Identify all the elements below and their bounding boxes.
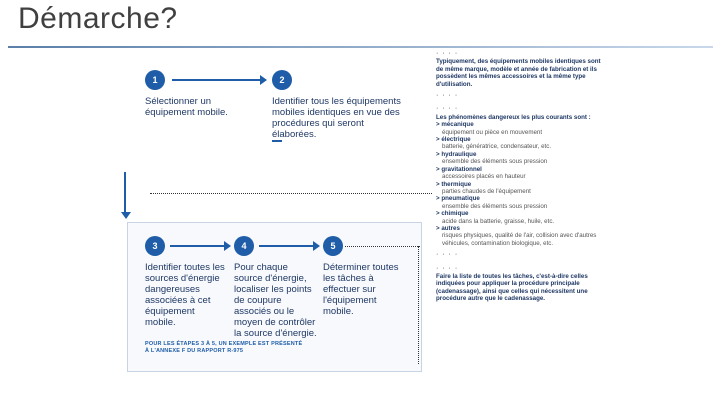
hazard-item: > mécanique équipement ou pièce en mouvement (436, 121, 543, 136)
hazard-item: > autres risques physiques, qualité de l'air, collision avec d'autres véhicules, contamination biologique, etc. (436, 224, 597, 247)
note-2 (436, 114, 606, 247)
footnote (145, 341, 405, 355)
hazard-item: > thermique parties chaudes de l'équipement (436, 180, 531, 195)
arrow-4-5 (259, 245, 313, 247)
step-5-text: Déterminer toutes les tâches à effectuer sur l'équipement mobile. (323, 262, 399, 317)
separator-dotted-line (150, 193, 432, 194)
slide-title: Démarche? (18, 2, 178, 35)
note-2-intro: Les phénomènes dangereux les plus courants sont : (436, 113, 591, 121)
title-divider (8, 46, 713, 48)
step-2-accent (272, 140, 282, 142)
arrow-3-4-head (224, 241, 231, 251)
step-5-badge: 5 (323, 236, 343, 256)
note-1-marker: · · · · (436, 50, 459, 57)
note-1-text (436, 58, 606, 88)
hazard-item: > pneumatique ensemble des éléments sous pression (436, 195, 548, 210)
step-3-text: Identifier toutes les sources d'énergie dangereuses associées à cet équipement mobile. (145, 262, 225, 328)
step-2-badge: 2 (272, 70, 292, 90)
note-2-end-marker: · · · · (436, 251, 459, 259)
step-3-badge: 3 (145, 236, 165, 256)
note-1-end-marker: · · · · (436, 92, 459, 100)
footnote-line-1: POUR LES ÉTAPES 3 À 5, UN EXEMPLE EST PRÉSENTÉ (145, 341, 303, 347)
note-3-body: Faire la liste de toutes les tâches, c'est-à-dire celles indiquées pour appliquer la procédure principale (cadenassage), ainsi que celles qui nécessitent une procédure autre que le cadenassage. (436, 272, 588, 303)
arrow-1-2-head (260, 75, 267, 85)
arrow-4-5-head (313, 241, 320, 251)
footnote-line-2: À L'ANNEXE F DU RAPPORT R-975 (145, 348, 244, 354)
step-2-text: Identifier tous les équipements mobiles identiques en vue des procédures qui seront élaborées. (272, 96, 401, 140)
connector-arrow-head (121, 212, 131, 219)
hazard-item: > gravitationnel accessoires placés en hauteur (436, 165, 526, 181)
hazard-item: > hydraulique ensemble des éléments sous pression (436, 150, 548, 166)
note-3-text (436, 273, 606, 303)
notes-column (436, 50, 606, 307)
step-4-badge: 4 (234, 236, 254, 256)
note-3-marker: · · · · (436, 264, 459, 272)
note-2-marker: · · · · (436, 105, 459, 113)
arrow-1-2 (172, 79, 260, 81)
hazard-item: > chimique acide dans la batterie, graisse, huile, etc. (436, 210, 555, 225)
note-1-body: Typiquement, des équipements mobiles identiques sont de même marque, modèle et année de fabrication et ils possèdent les mêmes accessoires et la même type d'utilisation. (436, 58, 601, 88)
connector-vertical (124, 172, 126, 216)
step-1-badge: 1 (145, 70, 165, 90)
hazard-item: > électrique batterie, génératrice, condensateur, etc. (436, 136, 552, 151)
step-1-text: Sélectionner un équipement mobile. (145, 96, 228, 118)
step-4-text: Pour chaque source d'énergie, localiser les points de coupure associés ou le moyen de contrôler la source d'énergie. (234, 262, 317, 339)
step-5-dotted-leader (345, 246, 420, 247)
vertical-dotted-leader (418, 246, 419, 364)
arrow-3-4 (170, 245, 224, 247)
